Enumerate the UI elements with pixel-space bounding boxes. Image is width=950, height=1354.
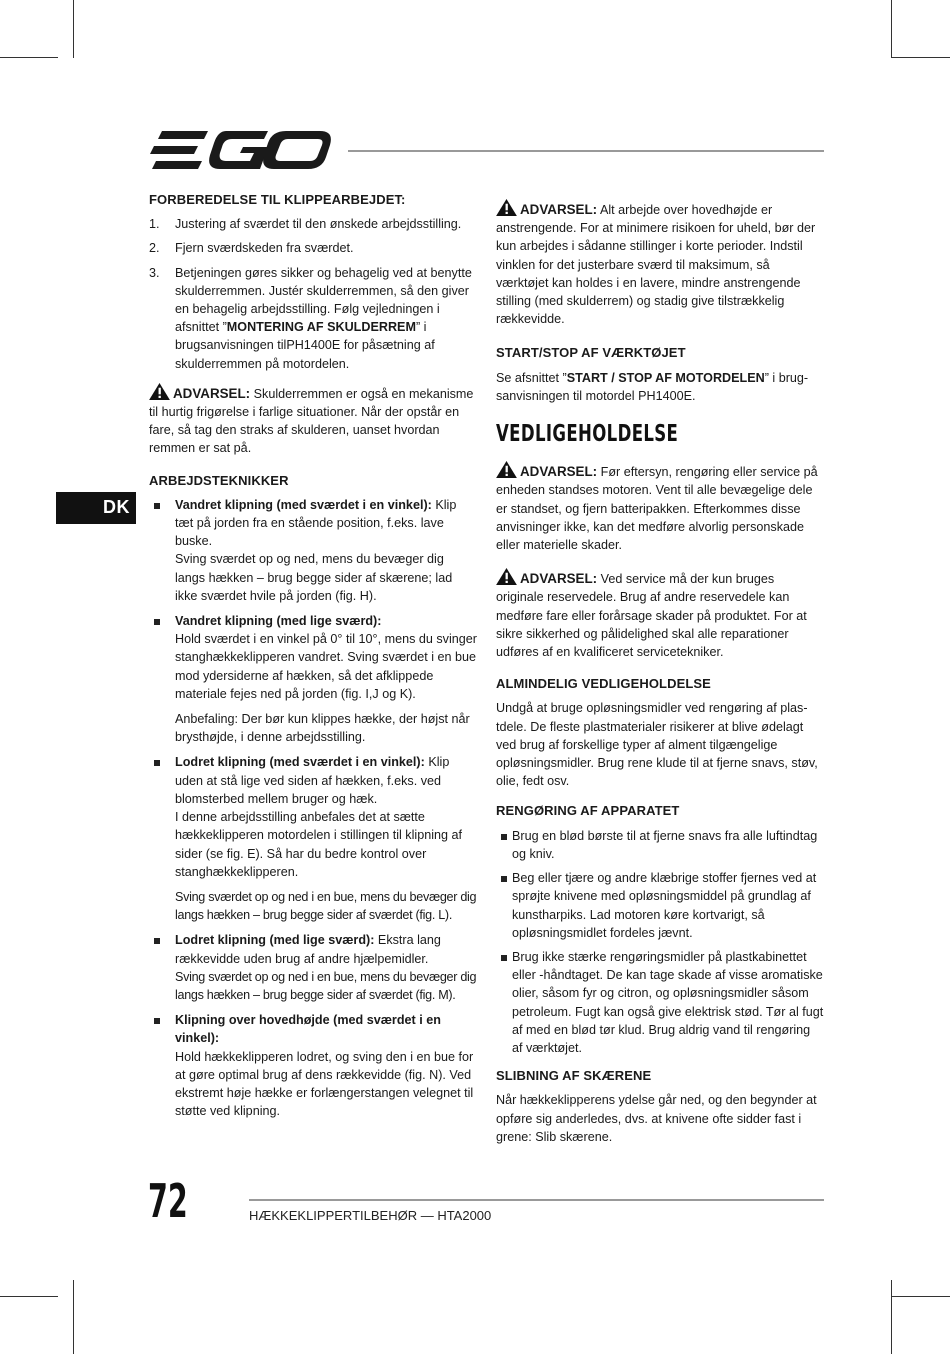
list-item: Lodret klipning (med lige sværd): Ekstra lang rækkevidde uden brug af andre hjælpemidler. Sving sværdet op og ned i en bue, mens du bevæger dig langs hækken – brug begge sider af sværdet (fig. M). <box>149 931 477 1004</box>
crop-mark <box>891 1296 950 1297</box>
warning-icon <box>496 199 517 216</box>
general-maintenance-text: Undgå at bruge opløsningsmidler ved rengøring af plas-tdele. De fleste plastmaterialer risikerer at blive ødelagt ved brug af forskellige typer af alment tilgængelige opløsningsmidler. Brug rene klude til at fjerne snavs, støv, olie, fedt osv. <box>496 701 818 789</box>
right-column <box>496 199 824 1153</box>
prep-heading: FORBEREDELSE TIL KLIPPEARBEJDET: <box>149 192 406 207</box>
cleaning-list <box>496 827 824 1057</box>
crop-mark <box>0 57 58 58</box>
list-item: 1. Justering af sværdet til den ønskede arbejdsstilling. <box>149 217 462 232</box>
page-number: 72 <box>148 1174 188 1228</box>
warning-icon <box>496 461 517 478</box>
footer-rule <box>249 1199 824 1201</box>
maintenance-heading: VEDLIGEHOLDELSE <box>496 421 679 448</box>
crop-mark <box>891 57 950 58</box>
list-item: Lodret klipning (med sværdet i en vinkel): Klip uden at stå lige ved siden af hækken, f.eks. ved blomsterbed mellem bruger og hæk. I denne arbejdsstilling anbefales det at sætte hækkeklipperen motordelen i stillingen til klipning af sider (se fig. E). Så har du bedre kontrol over stanghækkeklipperen. Sving sværdet op og ned i en bue, mens du bevæger dig langs hækken – brug begge sider af sværdet (fig. L). <box>149 753 477 924</box>
warning-maintenance: ADVARSEL: Før eftersyn, rengøring eller service på enheden standses motoren. Vent til alle bevægelige dele er standset, og fjern batteripakken. Efterkommes disse anvisninger ikke, kan det medføre alvorlig personskade eller materielle skader. <box>496 461 824 554</box>
startstop-heading: START/STOP AF VÆRKTØJET <box>496 345 686 361</box>
footer-title: HÆKKEKLIPPERTILBEHØR — HTA2000 <box>249 1208 492 1223</box>
list-item: 2. Fjern sværdskeden fra sværdet. <box>149 241 354 256</box>
crop-mark <box>891 0 892 58</box>
prep-steps <box>149 215 477 373</box>
warning-icon <box>149 383 170 400</box>
header-rule <box>348 150 824 152</box>
cleaning-heading: RENGØRING AF APPARATET <box>496 803 680 819</box>
crop-mark <box>73 0 74 58</box>
language-tab <box>56 492 136 524</box>
sharpening-text: Når hækkeklipperens ydelse går ned, og den begynder at opføre sig anderledes, dvs. at knivene ofte sidder fast i grene: Slib skærene. <box>496 1093 817 1144</box>
left-column <box>149 191 477 1127</box>
list-item: Brug en blød børste til at fjerne snavs fra alle luftindtag og kniv. <box>496 827 824 863</box>
crop-mark <box>73 1280 74 1354</box>
techniques-list <box>149 496 477 1121</box>
list-item: Brug ikke stærke rengøringsmidler på plastkabinettet eller -håndtaget. De kan tage skade af visse aromatiske olier, såsom fyr og citron, og opløsningsmidler såsom petroleum. Fugt kan også give elektrisk stød. Tør al fugt af med en blød tør klud. Brug aldrig vand til rengøring af værktøjet. <box>496 948 824 1057</box>
list-item: 3. Betjeningen gøres sikker og behagelig ved at benytte skulderremmen. Justér skulderremmen, så den giver en behagelig arbejdsstilling. Følg vejledningen i afsnittet ”MONTERING AF SKULDERREM” i brugsanvisningen tilPH1400E for påsætning af skulderremmen på motordelen. <box>149 265 472 371</box>
brand-logo <box>148 131 333 171</box>
list-item: Vandret klipning (med lige sværd): Hold sværdet i en vinkel på 0° til 10°, mens du svinger stanghækkeklipperen vandret. Sving sværdet i en bue mod ydersiderne af hækken, så det afklippede materiale fejes ned på jorden (fig. I,J og K). Anbefaling: Der bør kun klippes hække, der højst når brysthøjde, i denne arbejdsstilling. <box>149 612 477 746</box>
warning-shoulder-strap: ADVARSEL: Skulderremmen er også en mekanisme til hurtig frigørelse i farlige situationer. Når der opstår en fare, så tag den straks af skulderen, uanset hvordan remmen er sat på. <box>149 383 477 458</box>
list-item: Beg eller tjære og andre klæbrige stoffer fjernes ved at sprøjte knivene med opløsningsmiddel på grundlag af kunstharpiks. Lad motoren køre kortvarigt, så opløsningsmidlet fordeles jævnt. <box>496 869 824 942</box>
warning-spare-parts: ADVARSEL: Ved service må der kun bruges originale reservedele. Brug af andre reservedele kan medføre fare eller forårsage skader på produktet. For at sikre sikkerhed og pålidelighed skal alle reparationer udføres af en kvalificeret servicetekniker. <box>496 568 824 661</box>
warning-overhead: ADVARSEL: Alt arbejde over hovedhøjde er anstrengende. For at minimere risikoen for uheld, bør der kun arbejdes i sådanne stillinger i korte perioder. Indstil vinklen for det justerbare sværd til maksimum, så værktøjet kan holdes i en lavere, mindre anstrengende stilling (med skulderrem) og stadig give tilstrækkelig rækkevidde. <box>496 199 824 328</box>
crop-mark <box>891 1280 892 1354</box>
warning-icon <box>496 568 517 585</box>
general-maintenance-heading: ALMINDELIG VEDLIGEHOLDELSE <box>496 676 711 692</box>
language-tab-label: DK <box>103 497 130 517</box>
sharpening-heading: SLIBNING AF SKÆRENE <box>496 1068 652 1084</box>
crop-mark <box>0 1296 58 1297</box>
list-item: Vandret klipning (med sværdet i en vinkel): Klip tæt på jorden fra en stående position, f.eks. lave buske. Sving sværdet op og ned, mens du bevæger dig langs hækken – brug begge sider af skærene; lad ikke sværdet hvile på jorden (fig. H). <box>149 496 477 605</box>
techniques-heading: ARBEJDSTEKNIKKER <box>149 472 289 488</box>
list-item: Klipning over hovedhøjde (med sværdet i en vinkel): Hold hækkeklipperen lodret, og sving den i en bue for at gøre optimal brug af dens rækkevidde (fig. N). Ved ekstremt høje hække er forlængerstangen velegnet til støtte ved klipning. <box>149 1011 477 1120</box>
startstop-text: Se afsnittet ”START / STOP AF MOTORDELEN” i brug-sanvisningen til motordel PH1400E. <box>496 370 809 403</box>
